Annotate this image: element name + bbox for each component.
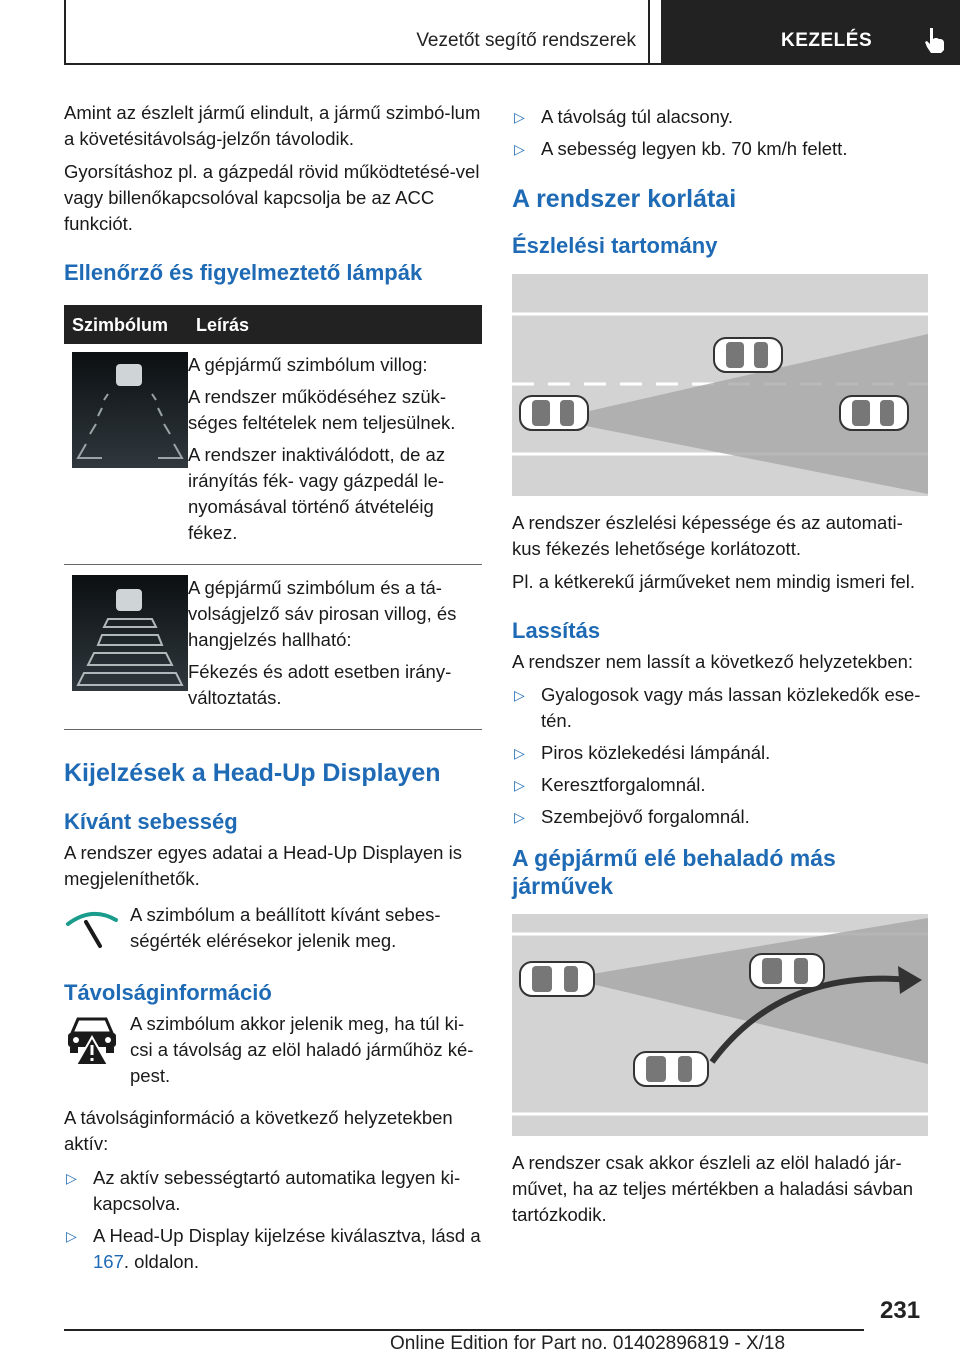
cutin-heading: A gépjármű elé behaladó más járművek — [512, 845, 836, 899]
detection-range-figure — [512, 274, 928, 496]
list-item: ▷ Az aktív sebességtartó automatika legyen ki-kapcsolva. — [66, 1167, 461, 1214]
speed-paragraph: A rendszer egyes adatai a Head-Up Displayen is megjeleníthetők. — [64, 842, 462, 889]
intro-paragraph-1: Amint az észlelt jármű elindult, a jármű szimbó-lum a követésitávolság-jelzőn távolodik. — [64, 102, 481, 149]
car-icon — [520, 396, 588, 430]
car-icon — [840, 396, 908, 430]
lamps-table — [64, 305, 482, 730]
table-row — [64, 344, 482, 565]
distance-heading: Távolságinformáció — [64, 980, 272, 1005]
page-number: 231 — [880, 1297, 921, 1324]
table-header — [64, 305, 482, 344]
list-item: ▷ A távolság túl alacsony. — [514, 106, 733, 127]
right-column — [512, 100, 928, 1235]
cutin-paragraph: A rendszer csak akkor észleli az elöl haladó jár-művet, ha az teljes mértékben a haladási sávban tartózkodik. — [512, 1152, 914, 1225]
lamps-heading: Ellenőrző és figyelmeztető lámpák — [64, 260, 423, 285]
list-item: ▷ Gyalogosok vagy más lassan közlekedők ese-tén. — [514, 684, 921, 731]
row2-line2: Fékezés és adott esetben irány-változtatás. — [188, 661, 452, 708]
page-link[interactable]: 167 — [93, 1251, 124, 1272]
section-title: Vezetőt segítő rendszerek — [416, 30, 636, 51]
intro-paragraph-2: Gyorsításhoz pl. a gázpedál rövid működtetésé-vel vagy billenőkapcsolóval kapcsolja be az ACC funkciót. — [64, 161, 480, 234]
range-paragraph-1: A rendszer észlelési képessége és az automati-kus fékezés lehetősége korlátozott. — [512, 512, 903, 559]
row2-line1: A gépjármű szimbólum és a tá-volságjelző sáv pirosan villog, és hangjelzés hallható: — [188, 577, 457, 650]
distance-symbol-row — [64, 1011, 482, 1089]
footer-edition: Online Edition for Part no. 01402896819 - X/18 — [390, 1333, 786, 1354]
list-item: ▷ Szembejövő forgalomnál. — [514, 806, 750, 827]
list-item: ▷ A Head-Up Display kijelzése kiválasztva, lásd a 167. oldalon. — [66, 1225, 481, 1272]
distance-symbol-text: A szimbólum akkor jelenik meg, ha túl ki-csi a távolság az elöl haladó járműhöz ké-pest. — [130, 1013, 474, 1086]
speed-symbol-text: A szimbólum a beállított kívánt sebes-ségérték elérésekor jelenik meg. — [130, 904, 441, 951]
chapter-title: KEZELÉS — [781, 30, 873, 51]
slowdown-paragraph: A rendszer nem lassít a következő helyzetekben: — [512, 651, 914, 672]
distance-active-text: A távolságinformáció a következő helyzetekben aktív: — [64, 1107, 453, 1154]
speed-tick-icon — [64, 902, 120, 952]
acc-car-red-bar-icon — [72, 575, 188, 691]
table-col-description: Leírás — [196, 315, 250, 335]
speed-symbol-row — [64, 902, 482, 957]
slowdown-bullets — [512, 682, 928, 830]
car-icon — [750, 954, 824, 988]
left-column — [64, 100, 482, 1281]
header-rule — [64, 63, 960, 65]
header-section — [64, 0, 650, 65]
range-heading: Észlelési tartomány — [512, 233, 718, 258]
row1-line3: A rendszer inaktiválódott, de az irányítás fék- vagy gázpedál le-nyomásával történő átvételéig fékez. — [188, 444, 446, 543]
hud-heading: Kijelzések a Head-Up Displayen — [64, 759, 441, 787]
distance-bullets — [64, 1165, 482, 1275]
cutin-figure — [512, 914, 928, 1136]
range-paragraph-2: Pl. a kétkerekű járműveket nem mindig ismeri fel. — [512, 571, 916, 592]
slowdown-heading: Lassítás — [512, 618, 601, 643]
header-chapter — [661, 0, 960, 65]
table-row — [64, 565, 482, 730]
distance-warning-car-icon — [64, 1011, 120, 1067]
speed-heading: Kívánt sebesség — [64, 809, 238, 834]
row1-line1: A gépjármű szimbólum villog: — [188, 354, 428, 375]
row1-line2: A rendszer működéséhez szük-séges feltételek nem teljesülnek. — [188, 386, 456, 433]
hand-pointer-icon — [923, 26, 947, 54]
car-icon — [714, 338, 782, 372]
car-icon — [520, 962, 594, 996]
limits-heading: A rendszer korlátai — [512, 185, 737, 213]
car-icon — [634, 1052, 708, 1086]
table-col-symbol: Szimbólum — [72, 315, 169, 335]
conditions-bullets — [512, 104, 928, 162]
list-item: ▷ Keresztforgalomnál. — [514, 774, 706, 795]
footer-rule — [64, 1329, 864, 1331]
acc-car-flashing-icon — [72, 352, 188, 468]
list-item: ▷ A sebesség legyen kb. 70 km/h felett. — [514, 138, 848, 159]
list-item: ▷ Piros közlekedési lámpánál. — [514, 742, 771, 763]
